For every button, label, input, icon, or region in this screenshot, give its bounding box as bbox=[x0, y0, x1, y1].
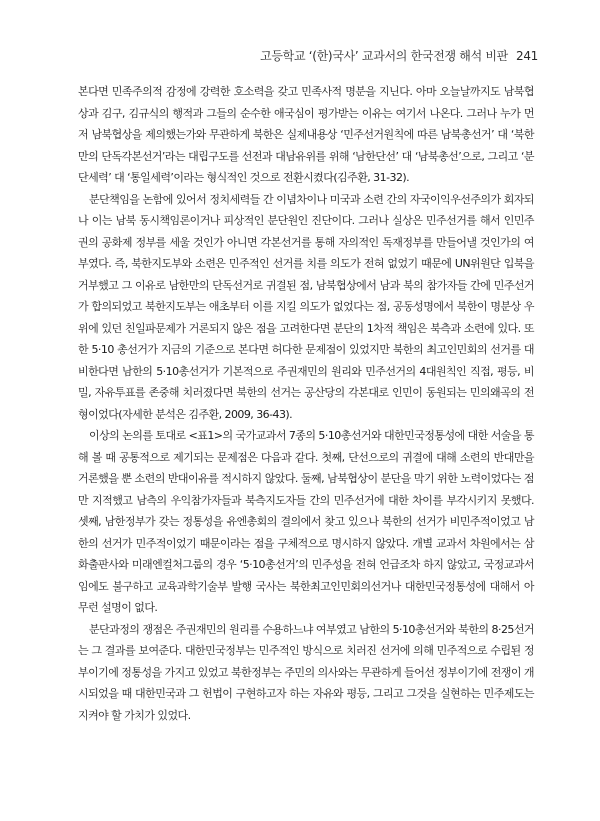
body-text bbox=[78, 81, 534, 726]
page-number: 241 bbox=[515, 49, 538, 63]
running-header bbox=[260, 47, 538, 64]
running-title: 고등학교 ‘(한)국사’ 교과서의 한국전쟁 해석 비판 bbox=[260, 49, 508, 63]
paragraph-3: 이상의 논의를 토대로 <표1>의 국가교과서 7종의 5·10총선거와 대한민국정통성에 대한 서술을 통해 볼 때 공통적으로 제기되는 문제점은 다음과 같다. 첫째, 단선으로의 귀결에 대해 소련의 반대만을 거론했을 뿐 소련의 반대이유를 적시하지 않았다. 둘째, 남북협상이 분단을 막기 위한 노력이었다는 점만 지적했고 남측의 우익참가자들과 북측지도자들 간의 민주선거에 대한 차이를 부각시키지 못했다. 셋째, 남한정부가 갖는 정통성을 유엔총회의 결의에서 찾고 있으나 북한의 선거가 비민주적이었고 남한의 선거가 민주적이었기 때문이라는 점을 구체적으로 명시하지 않았다. 개별 교과서 차원에서는 삼화출판사와 미래엔컬처그룹의 경우 ‘5·10총선거’의 민주성을 전혀 언급조차 하지 않았고, 국정교과서임에도 불구하고 교육과학기술부 발행 국사는 북한최고인민회의선거나 대한민국정통성에 대해서 아무런 설명이 없다. bbox=[78, 429, 534, 614]
paragraph-1: 본다면 민족주의적 감정에 강력한 호소력을 갖고 민족사적 명분을 지닌다. 아마 오늘날까지도 남북협상과 김구, 김규식의 행적과 그들의 순수한 애국심이 평가받는 이유는 여기서 나온다. 그러나 누가 먼저 남북협상을 제의했는가와 무관하게 북한은 실제내용상 ‘민주선거원칙에 따른 남북총선거’ 대 ‘북한만의 단독각본선거’라는 대립구도를 선전과 대남유위를 위해 ‘남한단선’ 대 ‘남북총선’으로, 그리고 ‘분단세력’ 대 ‘통일세력’이라는 형식적인 것으로 전환시켰다(김주환, 31-32). bbox=[78, 85, 534, 184]
paragraph-2: 분단책임을 논함에 있어서 정치세력들 간 이념차이나 미국과 소련 간의 자국이익우선주의가 회자되나 이는 남북 동시책임론이거나 피상적인 분단원인 진단이다. 그러나 실상은 민주선거를 해서 인민주권의 공화제 정부를 세울 것인가 아니면 각본선거를 통해 자의적인 독재정부를 만들어낼 것인가의 여부였다. 즉, 북한지도부와 소련은 민주적인 선거를 치를 의도가 전혀 없었기 때문에 UN위원단 입북을 거부했고 그 이유로 남한만의 단독선거로 귀결된 점, 남북협상에서 남과 북의 참가자들 간에 민주선거가 합의되었고 북한지도부는 애초부터 이를 지킬 의도가 없었다는 점, 공동성명에서 북한이 명분상 우위에 있던 친일파문제가 거론되지 않은 점을 고려한다면 분단의 1차적 책임은 북측과 소련에 있다. 또한 5·10 총선거가 지금의 기준으로 본다면 허다한 문제점이 있었지만 북한의 최고인민회의 선거를 대비한다면 남한의 5·10총선거가 기본적으로 주권재민의 원리와 민주선거의 4대원칙인 직접, 평등, 비밀, 자유투표를 존중해 치러졌다면 북한의 선거는 공산당의 각본대로 인민이 동원되는 민의왜곡의 전형이었다(자세한 분석은 김주환, 2009, 36-43). bbox=[78, 192, 534, 421]
paragraph-4: 분단과정의 쟁점은 주권재민의 원리를 수용하느냐 여부였고 남한의 5·10총선거와 북한의 8·25선거는 그 결과를 보여준다. 대한민국정부는 민주적인 방식으로 치러진 선거에 의해 민주적으로 수립된 정부이기에 정통성을 가지고 있었고 북한정부는 주민의 의사와는 무관하게 들어선 정부이기에 전쟁이 개시되었을 때 대한민국과 그 헌법이 구현하고자 하는 자유와 평등, 그리고 그것을 실현하는 민주제도는 지켜야 할 가치가 있었다. bbox=[78, 622, 534, 722]
